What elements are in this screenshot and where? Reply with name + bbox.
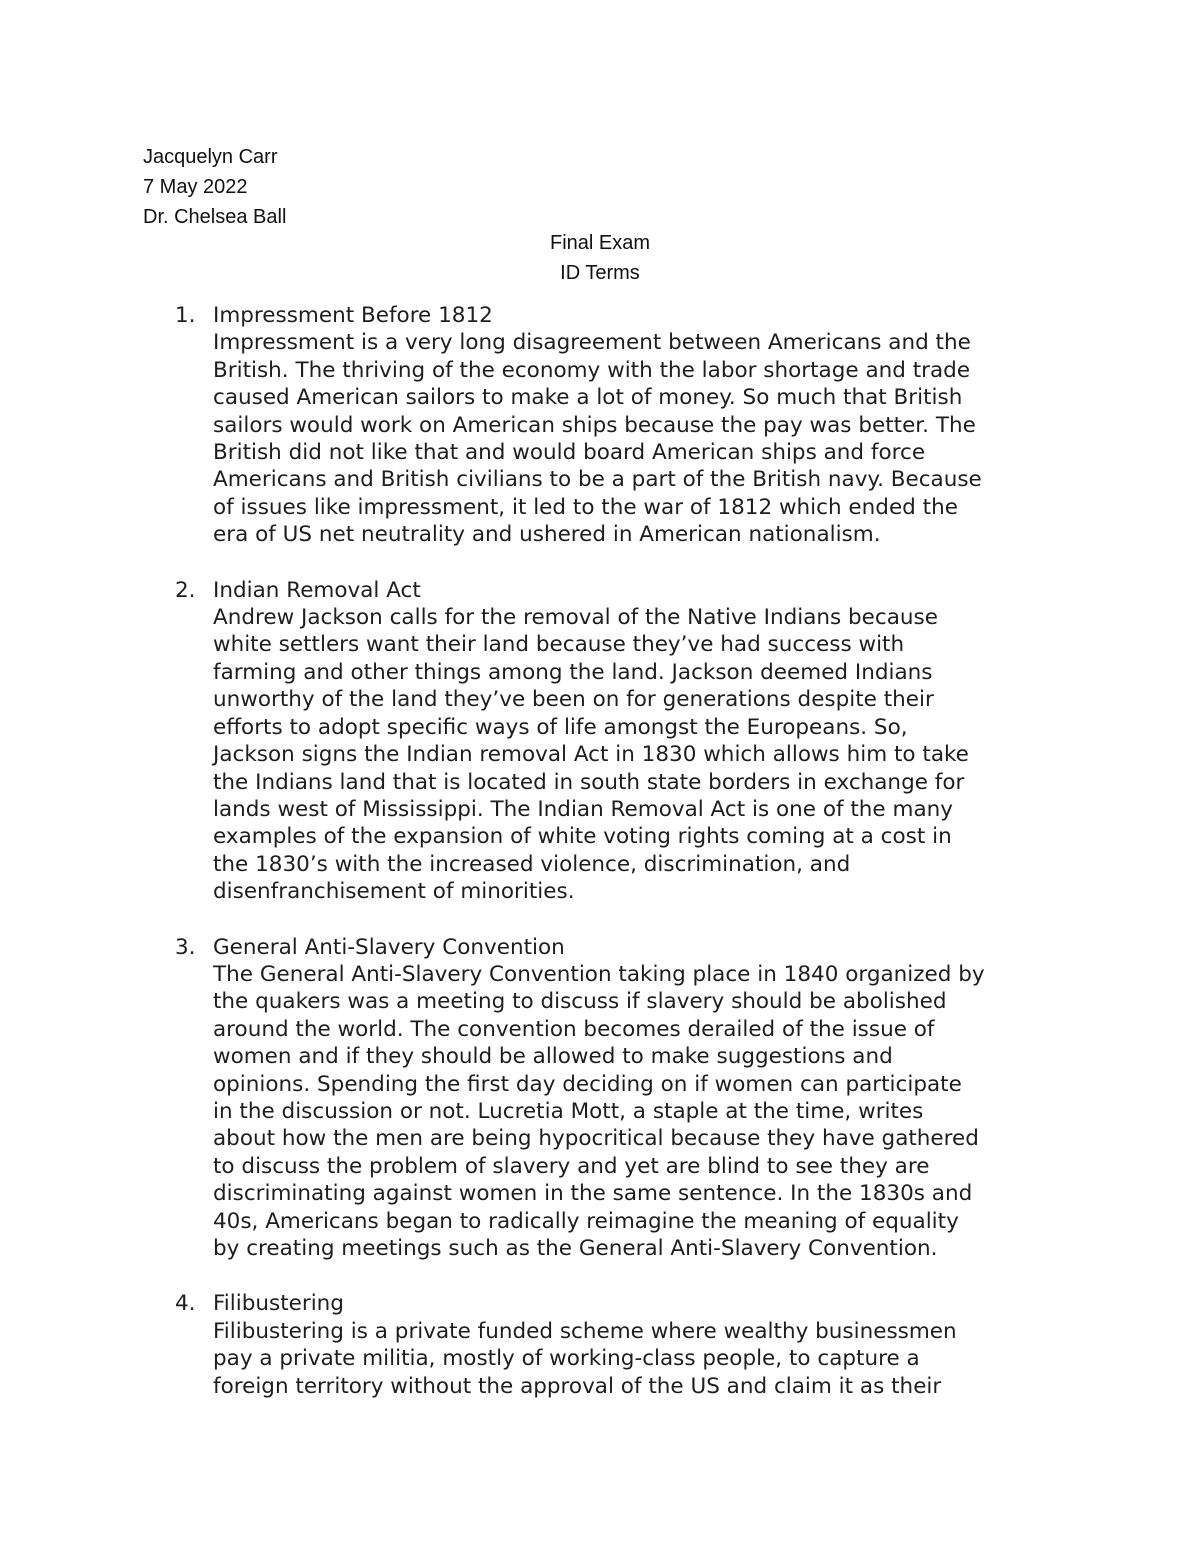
list-item xyxy=(143,934,1083,1263)
id-terms-list xyxy=(143,302,1083,1428)
document-subtitle: ID Terms xyxy=(560,262,640,284)
item-number: 4. xyxy=(175,1291,196,1317)
item-text-line: opinions. Spending the first day deciding on if women can participate xyxy=(213,1071,962,1097)
instructor-name: Dr. Chelsea Ball xyxy=(143,206,287,228)
document-header xyxy=(143,142,286,232)
item-text-line: British. The thriving of the economy with the labor shortage and trade xyxy=(213,357,971,383)
item-text-line: pay a private militia, mostly of working-class people, to capture a xyxy=(213,1346,920,1372)
item-text-line: Impressment is a very long disagreement between Americans and the xyxy=(213,330,971,356)
item-text-line: by creating meetings such as the General Anti-Slavery Convention. xyxy=(213,1236,938,1261)
item-text-line: era of US net neutrality and ushered in American nationalism. xyxy=(213,522,881,548)
item-term: Impressment Before 1812 xyxy=(213,303,493,328)
item-term: Indian Removal Act xyxy=(213,577,421,603)
item-text-line: Filibustering is a private funded scheme where wealthy businessmen xyxy=(213,1318,957,1344)
item-text-line: Andrew Jackson calls for the removal of the Native Indians because xyxy=(213,605,938,631)
list-item xyxy=(143,577,1083,906)
list-item xyxy=(143,302,1083,549)
item-text-line: around the world. The convention becomes derailed of the issue of xyxy=(213,1016,935,1042)
item-text-line: the Indians land that is located in south state borders in exchange for xyxy=(213,769,965,795)
item-text-line: the quakers was a meeting to discuss if slavery should be abolished xyxy=(213,989,947,1015)
item-text-line: disenfranchisement of minorities. xyxy=(213,879,575,905)
item-text-line: discriminating against women in the same sentence. In the 1830s and xyxy=(213,1181,973,1207)
item-text-line: The General Anti-Slavery Convention taking place in 1840 organized by xyxy=(213,961,985,987)
item-text-line: caused American sailors to make a lot of money. So much that British xyxy=(213,385,963,411)
item-number: 1. xyxy=(175,303,196,328)
item-text-line: Americans and British civilians to be a part of the British navy. Because xyxy=(213,467,982,493)
document-title: Final Exam xyxy=(549,232,651,254)
item-number: 3. xyxy=(175,934,196,960)
item-text-line: 40s, Americans began to radically reimagine the meaning of equality xyxy=(213,1208,959,1234)
item-text-line: to discuss the problem of slavery and yet are blind to see they are xyxy=(213,1153,930,1179)
student-name: Jacquelyn Carr xyxy=(143,146,278,168)
item-text-line: white settlers want their land because they’ve had success with xyxy=(213,632,905,658)
list-item xyxy=(143,1290,1083,1400)
item-text-line: Jackson signs the Indian removal Act in 1830 which allows him to take xyxy=(213,742,969,768)
item-text-line: examples of the expansion of white voting rights coming at a cost in xyxy=(213,824,952,850)
title-block xyxy=(0,228,1200,288)
item-text-line: efforts to adopt specific ways of life amongst the Europeans. So, xyxy=(213,714,908,740)
item-term: General Anti-Slavery Convention xyxy=(213,934,565,960)
document-date: 7 May 2022 xyxy=(143,176,248,198)
item-text-line: foreign territory without the approval of the US and claim it as their xyxy=(213,1373,942,1399)
item-text-line: unworthy of the land they’ve been on for generations despite their xyxy=(213,687,934,713)
item-text-line: in the discussion or not. Lucretia Mott, a staple at the time, writes xyxy=(213,1098,924,1124)
item-text-line: the 1830’s with the increased violence, discrimination, and xyxy=(213,851,851,877)
item-text-line: of issues like impressment, it led to the war of 1812 which ended the xyxy=(213,494,958,520)
item-text-line: lands west of Mississippi. The Indian Removal Act is one of the many xyxy=(213,796,953,822)
item-text-line: women and if they should be allowed to make suggestions and xyxy=(213,1044,893,1070)
item-text-line: about how the men are being hypocritical because they have gathered xyxy=(213,1126,979,1152)
item-text-line: sailors would work on American ships because the pay was better. The xyxy=(213,412,976,438)
item-text-line: farming and other things among the land. Jackson deemed Indians xyxy=(213,659,933,685)
item-text-line: British did not like that and would board American ships and force xyxy=(213,440,926,466)
item-term: Filibustering xyxy=(213,1291,344,1317)
item-number: 2. xyxy=(175,577,196,603)
